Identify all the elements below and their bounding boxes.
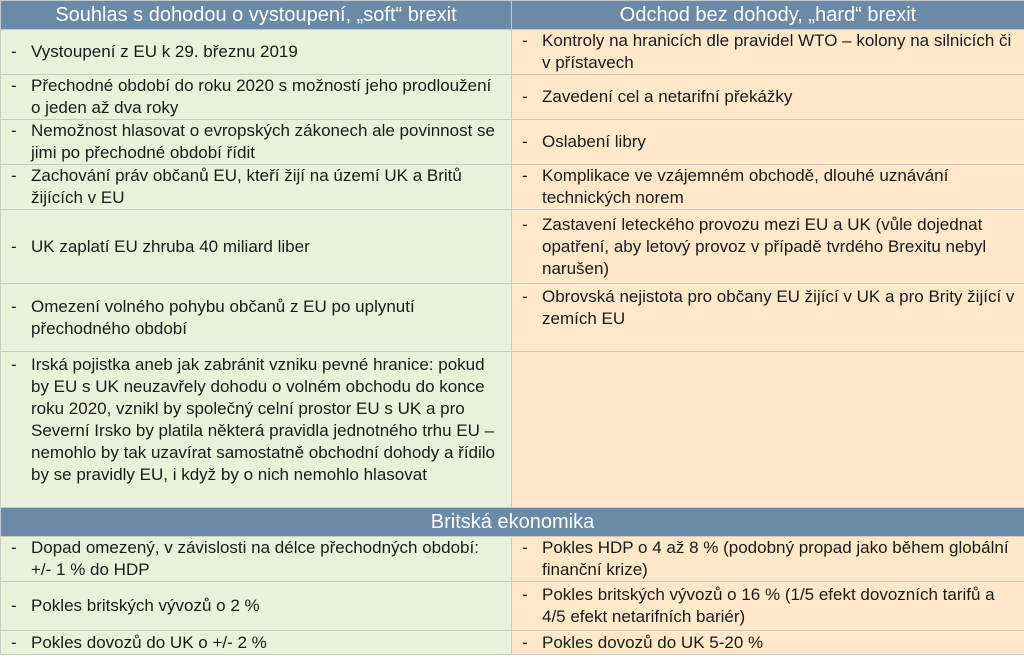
bullet-dash: -	[522, 132, 528, 151]
hard-cell	[512, 165, 1024, 210]
header-row	[1, 1, 1024, 30]
table-row	[1, 352, 1024, 508]
hard-cell	[512, 30, 1024, 75]
soft-cell	[1, 537, 512, 582]
table-row	[1, 165, 1024, 210]
table-row	[1, 75, 1024, 120]
table-row	[1, 30, 1024, 75]
bullet-dash: -	[522, 287, 528, 306]
soft-item: Nemožnost hlasovat o evropských zákonech ale povinnost se jimi po přechodné období řídit	[31, 121, 495, 162]
table-row	[1, 537, 1024, 582]
hard-brexit-header: Odchod bez dohody, „hard“ brexit	[512, 1, 1024, 30]
hard-cell	[512, 537, 1024, 582]
bullet-dash: -	[522, 214, 528, 234]
hard-cell	[512, 210, 1024, 284]
hard-cell	[512, 582, 1024, 631]
hard-cell	[512, 284, 1024, 352]
section-title: Britská ekonomika	[1, 508, 1024, 537]
bullet-dash: -	[11, 596, 17, 615]
soft-item: Irská pojistka aneb jak zabránit vzniku pevné hranice: pokud by EU s UK neuzavřely dohodu o volném obchodu do konce roku 2020, vznikl by společný celní prostor EU s UK a pro Severní Irsko by platila některá pravidla jednotného trhu EU – nemohlo by tak uzavírat samostatně obchodní dohody a řídilo by se pravidly EU, i když by o nich nemohlo hlasovat	[31, 355, 496, 484]
soft-cell	[1, 582, 512, 631]
hard-item: Zavedení cel a netarifní překážky	[542, 87, 793, 106]
hard-item: Zastavení leteckého provozu mezi EU a UK (vůle dojednat opatření, aby letový provoz v případě tvrdého Brexitu nebyl narušen)	[542, 214, 987, 278]
hard-cell	[512, 631, 1024, 655]
soft-cell	[1, 75, 512, 120]
soft-cell	[1, 210, 512, 284]
hard-item: Komplikace ve vzájemném obchodě, dlouhé uznávání technických norem	[542, 166, 949, 207]
soft-item: Omezení volného pohybu občanů z EU po uplynutí přechodného období	[31, 296, 415, 338]
bullet-dash: -	[522, 166, 528, 185]
hard-cell	[512, 75, 1024, 120]
table-row	[1, 582, 1024, 631]
soft-cell	[1, 284, 512, 352]
soft-item: Zachování práv občanů EU, kteří žijí na území UK a Britů žijících v EU	[31, 166, 462, 207]
hard-item: Pokles HDP o 4 až 8 % (podobný propad jako během globální finanční krize)	[542, 538, 1009, 579]
hard-cell	[512, 120, 1024, 165]
empty-cell	[512, 352, 1024, 508]
soft-cell	[1, 352, 512, 508]
hard-item: Pokles dovozů do UK 5-20 %	[542, 632, 764, 652]
soft-item: Přechodné období do roku 2020 s možností jeho prodloužení o jeden až dva roky	[31, 76, 492, 117]
bullet-dash: -	[11, 538, 17, 557]
soft-cell	[1, 631, 512, 655]
bullet-dash: -	[11, 166, 17, 185]
bullet-dash: -	[522, 585, 528, 604]
hard-item: Kontroly na hranicích dle pravidel WTO – kolony na silnicích či v přístavech	[542, 31, 1012, 72]
soft-item: Pokles dovozů do UK o +/- 2 %	[31, 632, 267, 652]
bullet-dash: -	[522, 31, 528, 50]
soft-brexit-header: Souhlas s dohodou o vystoupení, „soft“ brexit	[1, 1, 512, 30]
hard-item: Pokles britských vývozů o 16 % (1/5 efekt dovozních tarifů a 4/5 efekt netarifních bariér)	[542, 585, 995, 626]
bullet-dash: -	[11, 76, 17, 95]
bullet-dash: -	[11, 42, 17, 61]
table-row	[1, 120, 1024, 165]
bullet-dash: -	[522, 632, 528, 652]
hard-item: Obrovská nejistota pro občany EU žijící v UK a pro Brity žijící v zemích EU	[542, 287, 1015, 328]
soft-cell	[1, 165, 512, 210]
soft-cell	[1, 120, 512, 165]
bullet-dash: -	[11, 236, 17, 256]
soft-item: Pokles britských vývozů o 2 %	[31, 596, 260, 615]
bullet-dash: -	[11, 355, 17, 374]
bullet-dash: -	[11, 121, 17, 140]
bullet-dash: -	[11, 632, 17, 652]
table-row	[1, 631, 1024, 655]
section-header-row	[1, 508, 1024, 537]
hard-item: Oslabení libry	[542, 132, 646, 151]
table-row	[1, 284, 1024, 352]
table-row	[1, 210, 1024, 284]
soft-item: Vystoupení z EU k 29. březnu 2019	[31, 42, 298, 61]
bullet-dash: -	[522, 87, 528, 106]
bullet-dash: -	[522, 538, 528, 557]
soft-item: Dopad omezený, v závislosti na délce přechodných období: +/- 1 % do HDP	[31, 538, 479, 579]
soft-item: UK zaplatí EU zhruba 40 miliard liber	[31, 236, 310, 256]
soft-cell	[1, 30, 512, 75]
bullet-dash: -	[11, 296, 17, 316]
